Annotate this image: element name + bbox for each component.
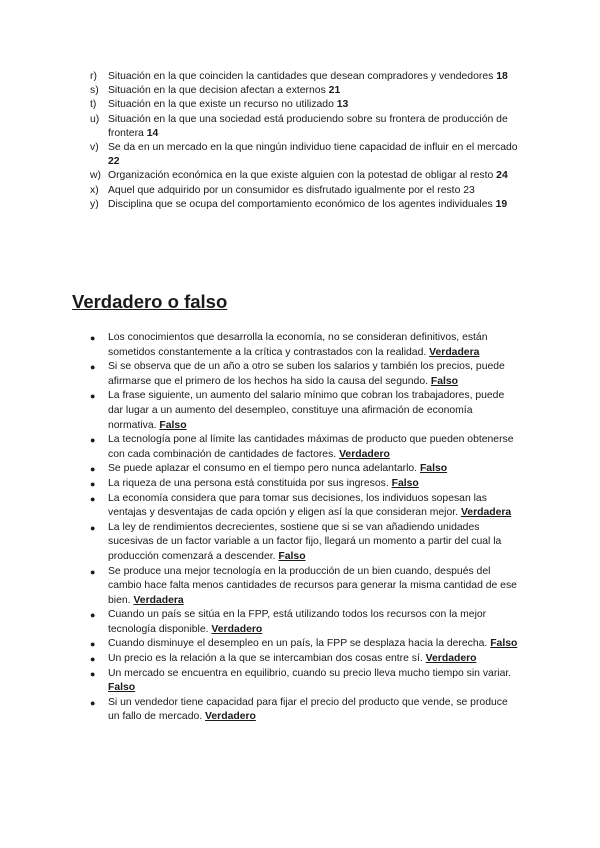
bullet-icon: ● bbox=[90, 610, 96, 621]
definition-item bbox=[0, 70, 600, 84]
definition-text: Disciplina que se ocupa del comportamiento económico de los agentes individuales bbox=[108, 198, 493, 210]
definition-item bbox=[0, 141, 600, 169]
definition-letter: y) bbox=[90, 198, 99, 210]
bullet-icon: ● bbox=[90, 464, 96, 475]
definition-item bbox=[0, 98, 600, 112]
statement-text: Los conocimientos que desarrolla la economía, no se consideran definitivos, están sometidos constantemente a la crítica y contrastados con la realidad. bbox=[108, 332, 488, 358]
bullet-icon: ● bbox=[90, 697, 96, 708]
bullet-icon: ● bbox=[90, 566, 96, 577]
definition-text: Situación en la que existe un recurso no utilizado bbox=[108, 99, 334, 111]
statement-answer: Falso bbox=[430, 375, 459, 387]
statement-answer: Verdadero bbox=[339, 448, 390, 460]
statement-text: La riqueza de una persona está constituida por sus ingresos. bbox=[108, 477, 389, 489]
bullet-icon: ● bbox=[90, 654, 96, 665]
definition-number: 19 bbox=[495, 198, 508, 210]
definition-letter: s) bbox=[90, 85, 99, 97]
definition-text: Aquel que adquirido por un consumidor es disfrutado igualmente por el resto bbox=[108, 184, 461, 196]
bullet-icon: ● bbox=[90, 435, 96, 446]
definition-letter: t) bbox=[90, 99, 97, 111]
statement-text: La economía considera que para tomar sus decisiones, los individuos sopesan las ventajas y desventajas de cada opción y eligen así la que consideran mejor. bbox=[108, 492, 487, 519]
definition-text: Situación en la que decision afectan a externos bbox=[108, 85, 326, 97]
definition-number: 14 bbox=[146, 127, 159, 139]
true-false-list bbox=[0, 331, 600, 725]
definition-item bbox=[0, 113, 600, 141]
bullet-icon: ● bbox=[90, 522, 96, 533]
definition-letter: w) bbox=[90, 170, 101, 182]
statement-item bbox=[0, 608, 600, 637]
statement-text: Si un vendedor tiene capacidad para fijar el precio del producto que vende, se produce un fallo de mercado. bbox=[108, 696, 508, 723]
statement-text: La tecnología pone al límite las cantidades máximas de producto que pueden obtenerse con cada combinación de cantidades de factores. bbox=[108, 434, 514, 460]
statement-answer: Verdadera bbox=[133, 594, 184, 606]
bullet-icon: ● bbox=[90, 493, 96, 504]
bullet-icon: ● bbox=[90, 391, 96, 402]
definition-number: 13 bbox=[336, 99, 349, 111]
statement-item bbox=[0, 433, 600, 462]
definition-item bbox=[0, 169, 600, 183]
definition-number: 23 bbox=[463, 184, 475, 196]
statement-item bbox=[0, 389, 600, 433]
definition-number: 24 bbox=[496, 170, 508, 182]
statement-text: Un mercado se encuentra en equilibrio, cuando su precio lleva mucho tiempo sin variar. bbox=[108, 667, 512, 679]
statement-item bbox=[0, 696, 600, 725]
definition-number: 22 bbox=[108, 156, 120, 168]
section-title: Verdadero o falso bbox=[72, 291, 228, 312]
statement-answer: Verdadero bbox=[205, 711, 256, 723]
statement-answer: Verdadera bbox=[429, 346, 480, 358]
statement-item bbox=[0, 637, 600, 652]
definition-item bbox=[0, 198, 600, 212]
definition-number: 18 bbox=[496, 71, 508, 82]
definition-letter: v) bbox=[90, 142, 99, 154]
statement-item bbox=[0, 331, 600, 360]
statement-text: Cuando disminuye el desempleo en un país, la FPP se desplaza hacia la derecha. bbox=[108, 638, 488, 650]
statement-answer: Falso bbox=[278, 550, 306, 562]
statement-item bbox=[0, 360, 600, 389]
definition-letter: r) bbox=[90, 71, 97, 82]
definition-letter: x) bbox=[90, 184, 99, 196]
statement-text: Un precio es la relación a la que se intercambian dos cosas entre sí. bbox=[108, 653, 423, 665]
bullet-icon: ● bbox=[90, 639, 96, 650]
statement-answer: Falso bbox=[159, 419, 187, 431]
definition-text: Situación en la que una sociedad está produciendo sobre su frontera de producción de frontera bbox=[108, 113, 508, 139]
statement-item bbox=[0, 667, 600, 696]
statement-text: Si se observa que de un año a otro se suben los salarios y también los precios, puede afirmarse que el primero de los hechos ha sido la causa del segundo. bbox=[108, 361, 505, 387]
definition-item bbox=[0, 84, 600, 98]
statement-text: Se puede aplazar el consumo en el tiempo pero nunca adelantarlo. bbox=[108, 463, 418, 475]
definition-text: Organización económica en la que existe alguien con la potestad de obligar al resto bbox=[108, 170, 494, 182]
definition-number: 21 bbox=[328, 85, 341, 97]
statement-text: La ley de rendimientos decrecientes, sostiene que si se van añadiendo unidades sucesivas de un factor variable a un factor fijo, llegará un momento a partir del cual la producción comenzará a descender. bbox=[108, 521, 502, 562]
statement-answer: Falso bbox=[419, 463, 448, 475]
definition-item bbox=[0, 184, 600, 198]
bullet-icon: ● bbox=[90, 362, 96, 373]
statement-item bbox=[0, 477, 600, 492]
statement-answer: Verdadero bbox=[211, 623, 263, 635]
statement-text: La frase siguiente, un aumento del salario mínimo que cobran los trabajadores, puede dar lugar a un aumento del desempleo, constituye una afirmación de economía normativa. bbox=[108, 390, 505, 431]
statement-answer: Falso bbox=[490, 638, 518, 650]
statement-item bbox=[0, 492, 600, 521]
statement-item bbox=[0, 565, 600, 609]
definition-text: Situación en la que coinciden la cantidades que desean compradores y vendedores bbox=[108, 71, 494, 82]
statement-answer: Verdadera bbox=[460, 507, 512, 519]
definitions-list bbox=[0, 70, 600, 212]
bullet-icon: ● bbox=[90, 333, 96, 343]
statement-item bbox=[0, 652, 600, 667]
definition-text: Se da en un mercado en la que ningún individuo tiene capacidad de influir en el mercado bbox=[108, 142, 518, 154]
statement-text: Se produce una mejor tecnología en la producción de un bien cuando, después del cambio hace falta menos cantidades de recursos para generar la misma cantidad de ese bien. bbox=[108, 565, 517, 606]
statement-answer: Falso bbox=[391, 477, 419, 489]
statement-item bbox=[0, 462, 600, 477]
statement-answer: Verdadero bbox=[425, 653, 477, 665]
statement-item bbox=[0, 521, 600, 565]
bullet-icon: ● bbox=[90, 668, 96, 679]
definition-letter: u) bbox=[90, 113, 100, 125]
statement-text: Cuando un país se sitúa en la FPP, está utilizando todos los recursos con la mejor tecnología disponible. bbox=[108, 609, 487, 635]
bullet-icon: ● bbox=[90, 478, 96, 489]
statement-answer: Falso bbox=[108, 682, 136, 694]
